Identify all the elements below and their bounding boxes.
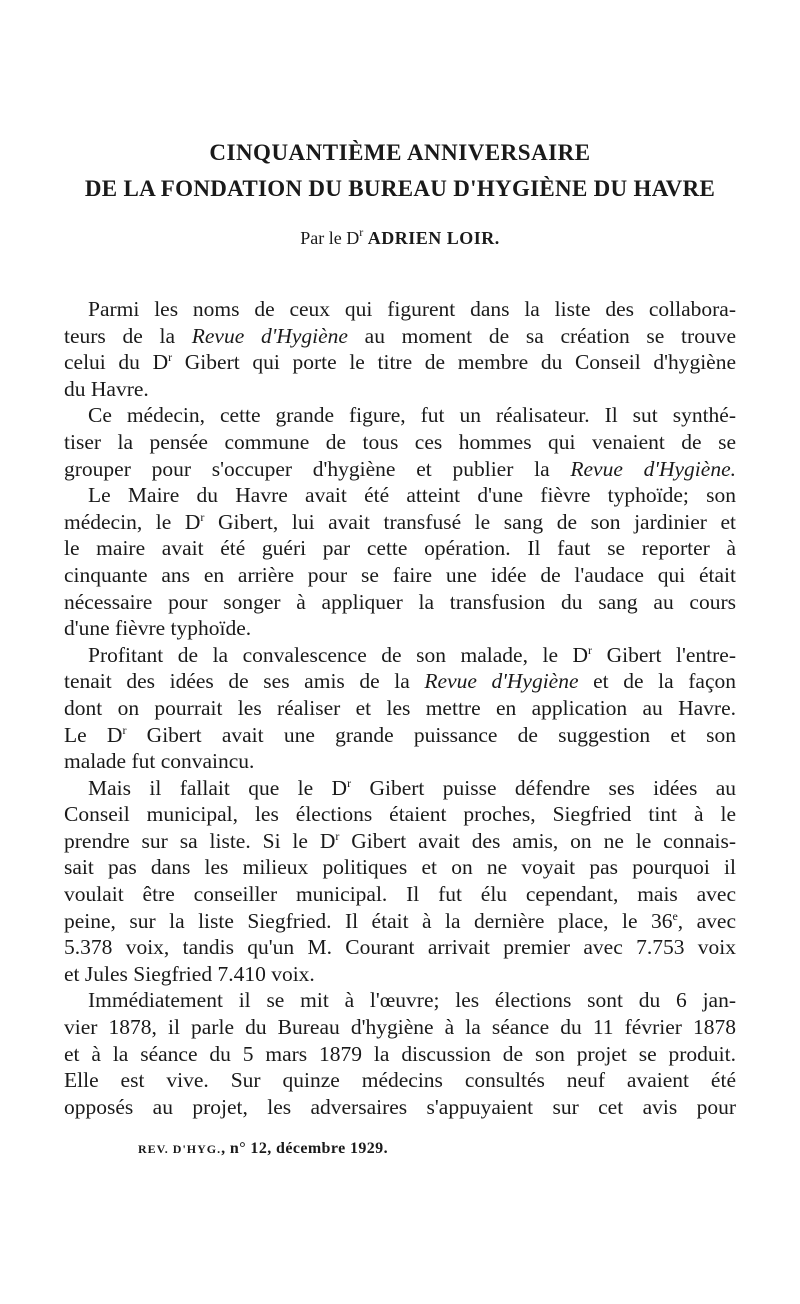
byline-author: ADRIEN LOIR. bbox=[367, 228, 500, 248]
text-line: cinquante ans en arrière pour se faire une idée de l'audace qui était bbox=[64, 562, 736, 587]
text-line: opposés au projet, les adversaires s'appuyaient sur cet avis pour bbox=[64, 1094, 736, 1119]
article-body bbox=[64, 296, 736, 1120]
byline bbox=[0, 225, 800, 249]
text-line: 5.378 voix, tandis qu'un M. Courant arrivait premier avec 7.753 voix bbox=[64, 935, 736, 960]
journal-title: Revue d'Hygiène. bbox=[570, 456, 736, 481]
text-line: du Havre. bbox=[64, 376, 149, 401]
text-line: Mais il fallait que le $D^r$ Gibert puisse défendre ses idées au bbox=[88, 775, 736, 800]
text-line: celui du $D^r$ Gibert qui porte le titre de membre du Conseil d'hygiène bbox=[64, 350, 736, 375]
text-line: Elle est vive. Sur quinze médecins consultés neuf avaient été bbox=[64, 1068, 736, 1093]
title-line-1: CINQUANTIÈME ANNIVERSAIRE bbox=[209, 140, 591, 165]
text-line: vier 1878, il parle du Bureau d'hygiène à la séance du 11 février 1878 bbox=[64, 1015, 736, 1040]
text-line: Immédiatement il se mit à l'œuvre; les élections sont du 6 jan- bbox=[88, 988, 736, 1013]
text-line: d'une fièvre typhoïde. bbox=[64, 616, 252, 641]
text-line: malade fut convaincu. bbox=[64, 749, 255, 774]
byline-prefix: Par le D bbox=[300, 228, 360, 248]
text-line: prendre sur sa liste. Si le $D^r$ Gibert avait des amis, on ne le connais- bbox=[64, 828, 736, 853]
text-line: tiser la pensée commune de tous ces hommes qui venaient de se bbox=[64, 429, 736, 454]
journal-title: Revue d'Hygiène bbox=[191, 323, 348, 348]
text-line: Le Maire du Havre avait été atteint d'une fièvre typhoïde; son bbox=[88, 483, 736, 508]
text-line: sait pas dans les milieux politiques et on ne voyait pas pourquoi il bbox=[64, 855, 736, 880]
text-line: Conseil municipal, les élections étaient proches, Siegfried tint à le bbox=[64, 802, 736, 827]
footer-issue: , n° 12, décembre 1929. bbox=[221, 1140, 388, 1157]
text-line: médecin, le $D^r$ Gibert, lui avait transfusé le sang de son jardinier et bbox=[64, 509, 736, 534]
text-line: le maire avait été guéri par cette opération. Il faut se reporter à bbox=[64, 536, 736, 561]
text-line: nécessaire pour songer à appliquer la transfusion du sang au cours bbox=[64, 589, 736, 614]
text-line: Parmi les noms de ceux qui figurent dans la liste des collabora- bbox=[88, 297, 736, 321]
text-line: Profitant de la convalescence de son malade, le $D^r$ Gibert l'entre- bbox=[88, 642, 736, 667]
journal-title: Revue d'Hygiène bbox=[424, 669, 579, 694]
byline-sup: r bbox=[359, 225, 364, 239]
footer-journal: REV. D'HYG. bbox=[138, 1142, 222, 1156]
text-line: et à la séance du 5 mars 1879 la discussion de son projet se produit. bbox=[64, 1041, 736, 1066]
text-line: grouper pour s'occuper d'hygiène et publier la Revue d'Hygiène. bbox=[64, 456, 736, 481]
text-line: voulait être conseiller municipal. Il fut élu cependant, mais avec bbox=[64, 882, 736, 907]
title-line-2: DE LA FONDATION DU BUREAU D'HYGIÈNE DU HAVRE bbox=[84, 176, 716, 201]
text-line: tenait des idées de ses amis de la Revue d'Hygiène et de la façon bbox=[64, 669, 736, 694]
text-line: et Jules Siegfried 7.410 voix. bbox=[64, 961, 315, 986]
footer-citation bbox=[138, 1140, 388, 1158]
text-line: Le $D^r$ Gibert avait une grande puissance de suggestion et son bbox=[64, 722, 736, 747]
text-line: peine, sur la liste Siegfried. Il était à la dernière place, le 36e, avec bbox=[64, 908, 736, 933]
text-line: Ce médecin, cette grande figure, fut un réalisateur. Il sut synthé- bbox=[88, 403, 736, 428]
text-line: teurs de la Revue d'Hygiène au moment de sa création se trouve bbox=[64, 323, 736, 348]
text-line: dont on pourrait les réaliser et les mettre en application au Havre. bbox=[64, 695, 736, 720]
